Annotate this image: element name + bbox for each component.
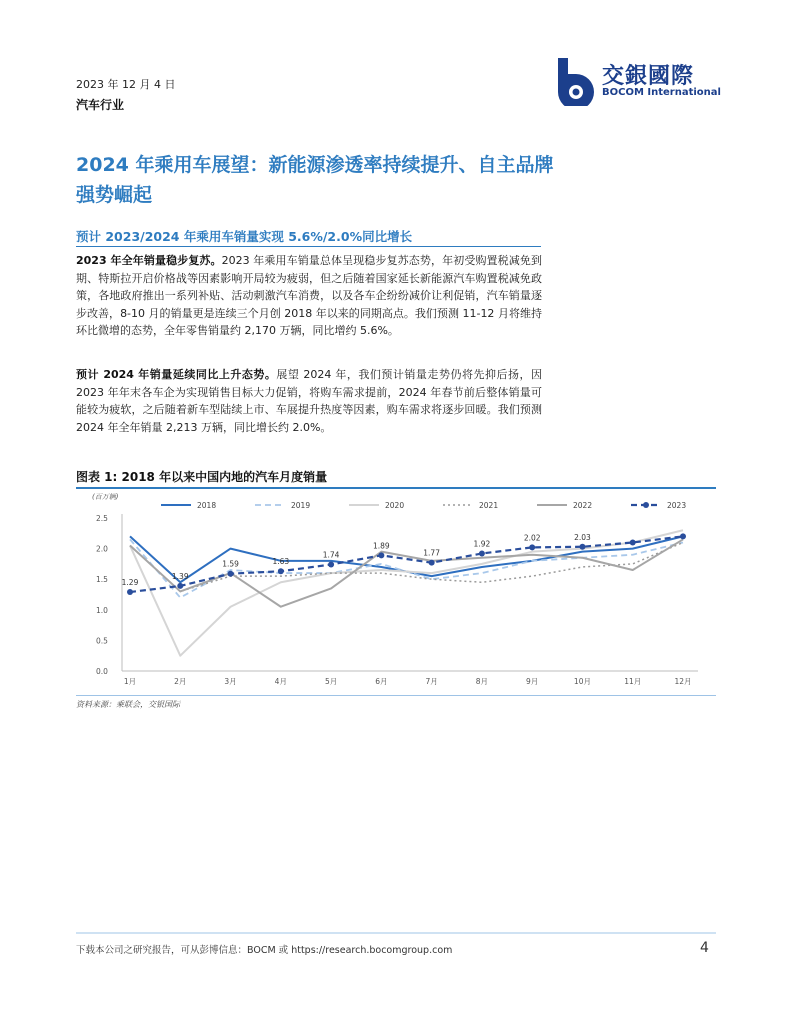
x-tick-label: 8月	[475, 677, 489, 686]
y-unit-label: (百万辆)	[92, 493, 119, 501]
data-label-2023: 1.29	[121, 578, 139, 588]
paragraph-2	[76, 366, 542, 436]
source-rule	[76, 695, 716, 696]
data-point-2023	[630, 539, 636, 545]
page-number: 4	[700, 940, 709, 956]
subtitle-divider	[76, 246, 541, 247]
data-label-2023: 1.74	[322, 550, 340, 560]
data-label-2023: 1.63	[272, 557, 290, 567]
x-tick-label: 2月	[174, 677, 187, 686]
x-tick-label: 5月	[324, 677, 338, 686]
data-point-2023	[328, 562, 334, 568]
x-tick-label: 10月	[573, 677, 591, 686]
y-tick-label: 2.5	[96, 514, 108, 523]
x-tick-label: 1月	[123, 677, 137, 686]
data-point-2023	[228, 571, 234, 577]
data-label-2023: 1.39	[171, 571, 189, 581]
data-label-2023: 1.89	[373, 541, 390, 551]
legend-label-2018: 2018	[197, 501, 217, 510]
x-tick-label: 12月	[674, 677, 692, 686]
figure-source: 资料来源：乘联会，交银国际	[76, 700, 180, 709]
footer-rule	[76, 932, 716, 934]
y-tick-label: 0.0	[96, 667, 108, 676]
report-date: 2023 年 12 月 4 日	[76, 78, 176, 91]
legend-label-2019: 2019	[291, 501, 311, 510]
bocom-logo-icon	[552, 56, 598, 106]
data-label-2023: 2.02	[523, 533, 541, 543]
series-line-2023	[130, 536, 683, 592]
series-line-2020	[130, 530, 683, 655]
data-point-2023	[177, 583, 183, 589]
x-tick-label: 6月	[375, 677, 388, 686]
data-point-2023	[579, 544, 585, 550]
logo-chinese-name: 交銀國際	[602, 64, 695, 89]
paragraph-1-lead: 2023 年全年销量稳步复苏。	[76, 254, 222, 267]
footer-text: 下载本公司之研究报告，可从彭博信息：BOCM 或 https://research.bocomgroup.com	[76, 945, 453, 956]
paragraph-2-body: 展望 2024 年，我们预计销量走势仍将先抑后扬，因 2023 年年末各车企为实现销售目标大力促销，将购车需求提前，2024 年春节前后整体销量可能较为疲软，之后随着新车型陆续上市、车展提升热度等因素，购车需求将逐步回暖。我们预测 2024 年全年销量 2,213 万辆，同比增长约 2.0%。	[76, 368, 542, 434]
data-point-2023	[680, 533, 686, 539]
legend-label-2022: 2022	[573, 501, 593, 510]
article-title: 2024 年乘用车展望：新能源渗透率持续提升、自主品牌强势崛起	[76, 154, 554, 206]
paragraph-1	[76, 252, 542, 340]
company-logo	[552, 56, 722, 106]
data-point-2023	[529, 544, 535, 550]
legend-label-2023: 2023	[667, 501, 687, 510]
y-tick-label: 1.5	[96, 575, 108, 585]
paragraph-1-body: 2023 年乘用车销量总体呈现稳步复苏态势，年初受购置税减免到期、特斯拉开启价格战等因素影响开局较为疲弱，但之后随着国家延长新能源汽车购置税减免政策，各地政府推出一系列补贴、活动刺激汽车消费，以及各车企纷纷减价让利促销，汽车销量逐步改善，8-10 月的销量更是连续三个月创 2018 年以来的同期高点。我们预测 11-12 月将维持环比微增的态势，全年零售销量约 2,170 万辆，同比增约 5.6%。	[76, 254, 542, 337]
monthly-sales-chart	[76, 489, 716, 694]
data-point-2023	[278, 568, 284, 574]
x-tick-label: 7月	[425, 677, 438, 686]
y-tick-label: 2.0	[96, 544, 108, 554]
data-point-2023	[378, 552, 384, 558]
x-tick-label: 3月	[224, 677, 237, 686]
paragraph-2-lead: 预计 2024 年销量延续同比上升态势。	[76, 368, 277, 381]
legend-label-2021: 2021	[479, 501, 499, 510]
data-point-2023	[429, 560, 435, 566]
y-tick-label: 0.5	[96, 636, 108, 646]
x-tick-label: 9月	[526, 677, 539, 686]
sector-label: 汽车行业	[76, 98, 125, 112]
series-line-2018	[130, 536, 683, 582]
data-label-2023: 1.77	[423, 548, 440, 558]
data-label-2023: 1.92	[473, 539, 491, 549]
series-line-2019	[130, 539, 683, 597]
series-line-2022	[130, 539, 683, 606]
data-point-2023	[127, 589, 133, 595]
logo-english-name: BOCOM International	[602, 87, 721, 98]
legend-marker-2023	[643, 502, 649, 508]
x-tick-label: 4月	[274, 677, 287, 686]
data-point-2023	[479, 550, 485, 556]
x-tick-label: 11月	[624, 677, 642, 686]
data-label-2023: 2.03	[574, 532, 591, 542]
legend-label-2020: 2020	[385, 501, 405, 510]
figure-title: 图表 1: 2018 年以来中国内地的汽车月度销量	[76, 470, 328, 484]
y-tick-label: 1.0	[96, 605, 108, 615]
article-subtitle: 预计 2023/2024 年乘用车销量实现 5.6%/2.0%同比增长	[76, 229, 413, 244]
data-label-2023: 1.59	[222, 559, 239, 569]
